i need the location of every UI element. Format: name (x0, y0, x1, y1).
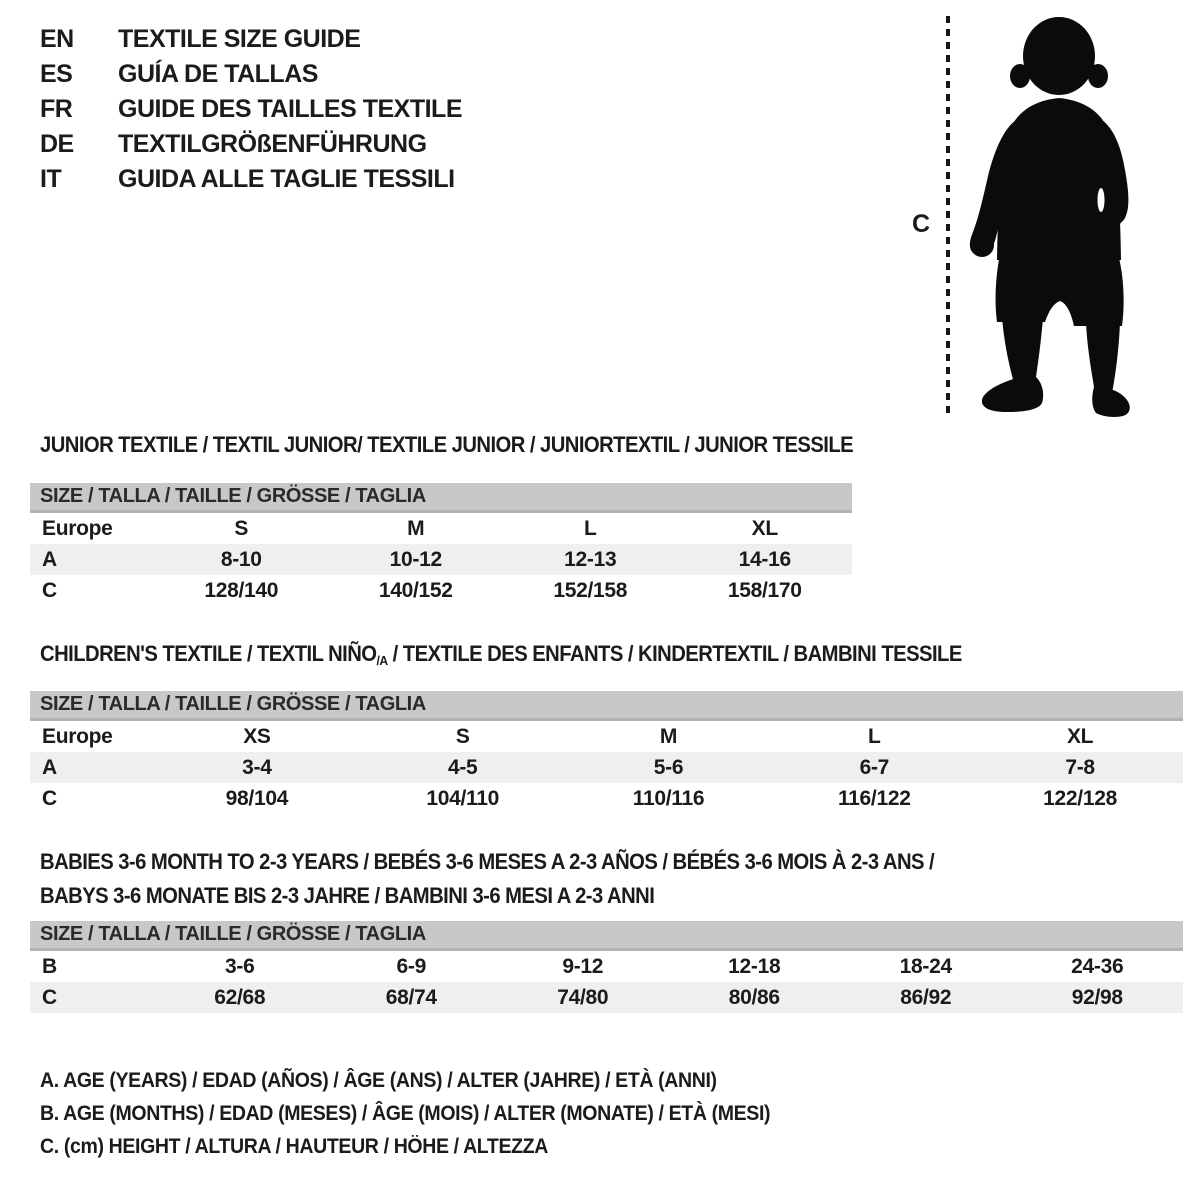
table-row (30, 721, 1183, 752)
table-cell: 18-24 (899, 954, 952, 978)
guide-title: TEXTILGRÖßENFÜHRUNG (118, 130, 427, 158)
babies-heading-line1: BABIES 3-6 MONTH TO 2-3 YEARS / BEBÉS 3-6 MESES A 2-3 AÑOS / BÉBÉS 3-6 MOIS À 2-3 ANS / (40, 849, 935, 874)
language-code: EN (40, 25, 74, 53)
table-cell: 128/140 (204, 578, 279, 602)
babies-heading-line2: BABYS 3-6 MONATE BIS 2-3 JAHRE / BAMBINI 3-6 MESI A 2-3 ANNI (40, 883, 655, 908)
junior-heading-text: JUNIOR TEXTILE / TEXTIL JUNIOR/ TEXTILE JUNIOR / JUNIORTEXTIL / JUNIOR TESSILE (40, 432, 854, 457)
language-code: ES (40, 60, 73, 88)
row-label: A (42, 547, 57, 571)
table-cell: XL (1066, 724, 1094, 748)
table-cell: 62/68 (214, 985, 266, 1009)
row-label: B (42, 954, 57, 978)
table-cell: 116/122 (837, 786, 911, 810)
row-label: C (42, 985, 57, 1009)
size-header-bar: SIZE / TALLA / TAILLE / GRÖSSE / TAGLIA (30, 921, 1183, 951)
table-row (30, 783, 1183, 814)
table-cell: 12-18 (728, 954, 781, 978)
table-cell: 3-4 (242, 755, 272, 779)
table-cell: 4-5 (447, 755, 478, 779)
table-cell: M (659, 724, 678, 748)
row-label: C (42, 578, 57, 602)
table-row (30, 513, 852, 544)
toddler-silhouette (955, 12, 1165, 417)
table-cell: S (234, 516, 249, 540)
language-row (40, 57, 462, 92)
table-cell: 9-12 (562, 954, 604, 978)
table-cell: 86/92 (900, 985, 952, 1009)
table-cell: 80/86 (728, 985, 780, 1009)
babies-section-heading (40, 845, 934, 913)
language-code: IT (40, 165, 62, 193)
table-cell: 68/74 (385, 985, 437, 1009)
table-row (30, 982, 1183, 1013)
children-heading-text-tail: / TEXTILE DES ENFANTS / KINDERTEXTIL / BAMBINI TESSILE (387, 641, 962, 666)
table-cell: 104/110 (426, 786, 500, 810)
children-section-heading (40, 641, 962, 667)
table-cell: 92/98 (1071, 985, 1123, 1009)
children-size-table (30, 691, 1183, 814)
table-cell: 8-10 (220, 547, 262, 571)
language-code: FR (40, 95, 73, 123)
children-heading-text: CHILDREN'S TEXTILE / TEXTIL NIÑO (40, 641, 377, 666)
row-label: Europe (42, 516, 113, 540)
table-cell: 24-36 (1071, 954, 1124, 978)
table-cell: 5-6 (653, 755, 684, 779)
guide-title: TEXTILE SIZE GUIDE (118, 25, 361, 53)
table-cell: L (868, 724, 881, 748)
table-row (30, 752, 1183, 783)
guide-title: GUIDE DES TAILLES TEXTILE (118, 95, 463, 123)
row-label: C (42, 786, 57, 810)
junior-size-table (30, 483, 852, 606)
table-cell: 12-13 (564, 547, 617, 571)
table-cell: XL (751, 516, 778, 540)
table-cell: 6-9 (396, 954, 426, 978)
table-row (30, 951, 1183, 982)
height-measure-label-c: C (912, 210, 931, 238)
table-cell: 122/128 (1043, 786, 1117, 810)
legend-footnotes (40, 1064, 825, 1163)
table-cell: 7-8 (1065, 755, 1095, 779)
guide-title: GUIDA ALLE TAGLIE TESSILI (118, 165, 455, 193)
table-row (30, 575, 852, 606)
table-cell: S (455, 724, 470, 748)
footnote-line: C. (cm) HEIGHT / ALTURA / HAUTEUR / HÖHE / ALTEZZA (40, 1135, 548, 1158)
junior-section-heading (40, 432, 853, 458)
language-row (40, 22, 462, 57)
table-cell: 6-7 (859, 755, 890, 779)
footnote-line: A. AGE (YEARS) / EDAD (AÑOS) / ÂGE (ANS) / ALTER (JAHRE) / ETÀ (ANNI) (40, 1069, 717, 1092)
table-cell: XS (243, 724, 271, 748)
language-title-list (40, 22, 462, 197)
table-cell: 98/104 (225, 786, 289, 810)
table-cell: M (407, 516, 425, 540)
size-header-bar: SIZE / TALLA / TAILLE / GRÖSSE / TAGLIA (30, 691, 1183, 721)
table-cell: 158/170 (727, 578, 802, 602)
table-cell: 3-6 (225, 954, 255, 978)
row-label: A (42, 755, 57, 779)
language-code: DE (40, 130, 74, 158)
language-row (40, 127, 462, 162)
language-row (40, 92, 462, 127)
table-cell: 14-16 (738, 547, 791, 571)
table-cell: 10-12 (389, 547, 442, 571)
babies-size-table (30, 921, 1183, 1013)
table-row (30, 544, 852, 575)
guide-title: GUÍA DE TALLAS (118, 60, 318, 88)
table-cell: 74/80 (557, 985, 609, 1009)
table-cell: 110/116 (632, 786, 705, 810)
table-cell: 140/152 (378, 578, 453, 602)
table-cell: 152/158 (553, 578, 628, 602)
row-label: Europe (42, 724, 113, 748)
children-heading-subscript: /A (376, 653, 388, 669)
table-cell: L (583, 516, 597, 540)
footnote-line: B. AGE (MONTHS) / EDAD (MESES) / ÂGE (MOIS) / ALTER (MONATE) / ETÀ (MESI) (40, 1102, 771, 1125)
height-measure-dashed-line (946, 16, 950, 416)
size-header-bar: SIZE / TALLA / TAILLE / GRÖSSE / TAGLIA (30, 483, 852, 513)
language-row (40, 162, 462, 197)
